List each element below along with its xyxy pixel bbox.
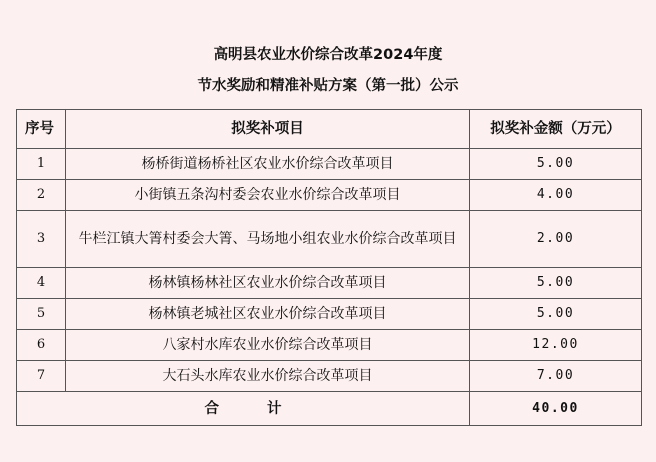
row-seq: 2	[17, 180, 66, 211]
table-row	[17, 361, 642, 392]
table-row	[17, 330, 642, 361]
row-amount: 4.00	[470, 180, 642, 211]
table-row	[17, 211, 642, 268]
row-amount: 12.00	[470, 330, 642, 361]
document-title: 高明县农业水价综合改革2024年度	[213, 47, 443, 63]
row-seq: 1	[17, 149, 66, 180]
row-amount: 5.00	[470, 268, 642, 299]
total-amount: 40.00	[470, 392, 642, 426]
row-project: 小街镇五条沟村委会农业水价综合改革项目	[66, 180, 470, 211]
table-header-row	[17, 110, 642, 149]
row-seq: 4	[17, 268, 66, 299]
total-label: 合计	[17, 392, 470, 426]
table-row	[17, 268, 642, 299]
row-seq: 5	[17, 299, 66, 330]
row-project: 杨林镇老城社区农业水价综合改革项目	[66, 299, 470, 330]
row-seq: 7	[17, 361, 66, 392]
row-amount: 5.00	[470, 299, 642, 330]
table-row	[17, 149, 642, 180]
row-seq: 3	[17, 211, 66, 268]
header-amount: 拟奖补金额（万元）	[470, 110, 642, 149]
row-seq: 6	[17, 330, 66, 361]
row-project: 牛栏江镇大箐村委会大箐、马场地小组农业水价综合改革项目	[66, 211, 470, 268]
row-amount: 7.00	[470, 361, 642, 392]
row-amount: 2.00	[470, 211, 642, 268]
award-table	[16, 109, 642, 426]
table-row	[17, 180, 642, 211]
row-amount: 5.00	[470, 149, 642, 180]
header-project: 拟奖补项目	[66, 110, 470, 149]
document-subtitle: 节水奖励和精准补贴方案（第一批）公示	[197, 78, 459, 94]
total-row	[17, 392, 642, 426]
row-project: 杨林镇杨林社区农业水价综合改革项目	[66, 268, 470, 299]
row-project: 杨桥街道杨桥社区农业水价综合改革项目	[66, 149, 470, 180]
row-project: 大石头水库农业水价综合改革项目	[66, 361, 470, 392]
table-row	[17, 299, 642, 330]
row-project: 八家村水库农业水价综合改革项目	[66, 330, 470, 361]
header-seq: 序号	[17, 110, 66, 149]
